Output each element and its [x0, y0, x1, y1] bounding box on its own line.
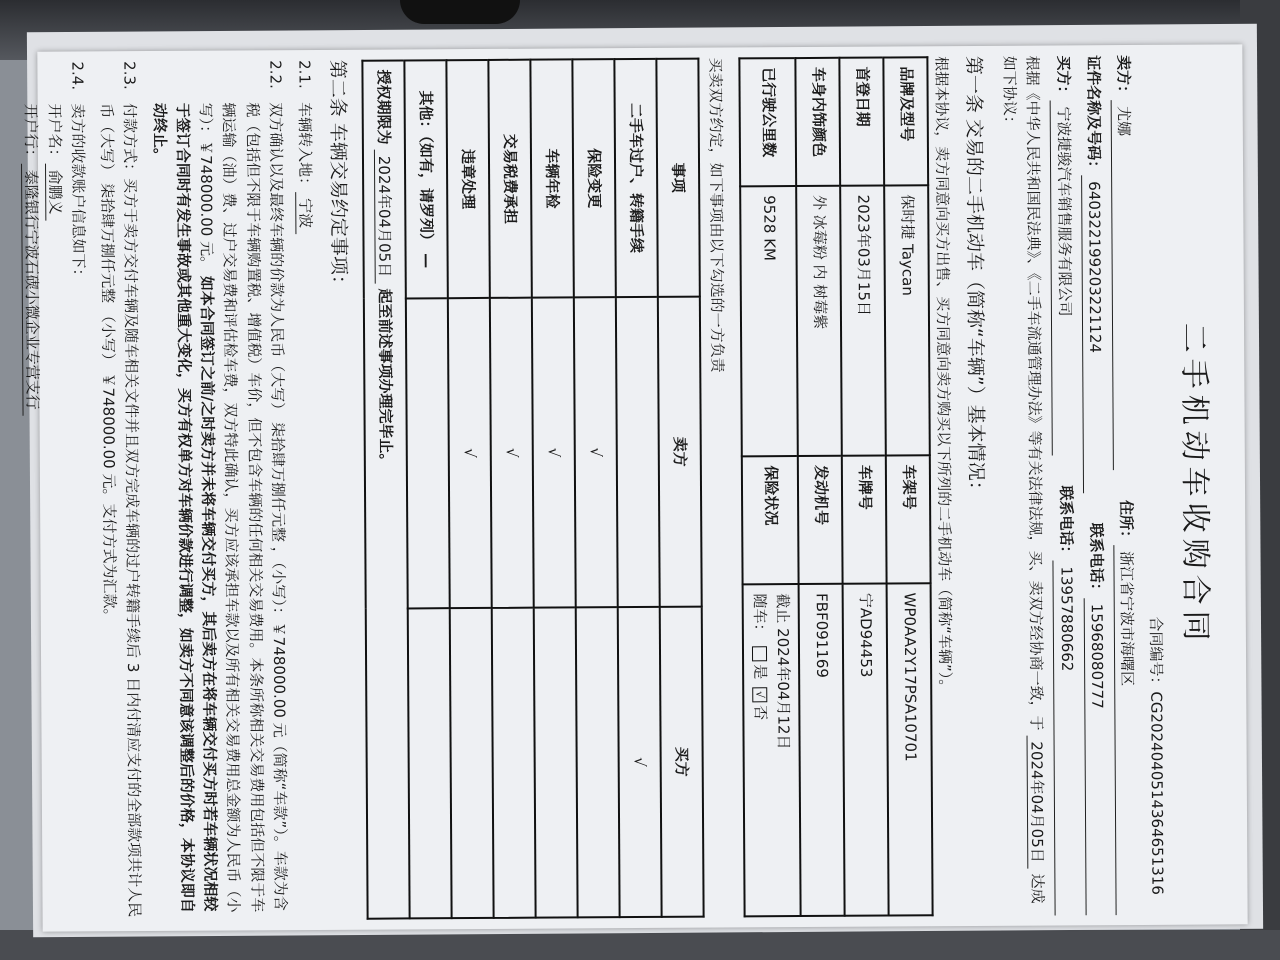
- spec-value: 2023年03月15日: [840, 186, 886, 456]
- clause-2-1: [292, 60, 321, 920]
- yes-label: 是: [751, 664, 770, 680]
- duty-seller-check: √: [531, 297, 575, 607]
- spec-key: 保险状况: [742, 456, 799, 584]
- seller-id-label: 证件名称及号码：: [1084, 55, 1104, 176]
- spec-row: [739, 58, 801, 916]
- legal-basis-text: 根据《中华人民共和国民法典》、《二手车流通管理办法》等有关法律法规，买、卖双方经协商一致，于: [1023, 55, 1046, 731]
- insurance-follow-label: 随车：: [750, 593, 769, 639]
- spec-key: 车身内饰颜色: [796, 58, 841, 186]
- account-bank-row: [19, 104, 47, 922]
- spec-value: 宁AD94453: [843, 584, 889, 916]
- duty-buyer-check: [407, 608, 451, 918]
- duty-row: [614, 59, 661, 917]
- duty-item: 交易税费承担: [488, 60, 531, 298]
- clause-2-4: [19, 61, 94, 921]
- spec-key: 品牌及型号: [884, 57, 929, 185]
- buyer-name: 宁波捷骏汽车销售服务有限公司: [1050, 100, 1076, 455]
- seller-id: 640322199203221124: [1081, 175, 1107, 493]
- clause-2-2: [147, 60, 292, 921]
- legal-basis-end: 达成如下协议：: [1000, 55, 1048, 904]
- spec-key: 发动机号: [798, 456, 843, 584]
- clause-number: 2.1.: [295, 60, 314, 89]
- article-2-heading: 第二条 车辆交易约定事项：: [325, 59, 350, 294]
- seller-address: 浙江省宁波市海曙区: [1113, 545, 1140, 915]
- checkbox-no[interactable]: √: [752, 687, 767, 702]
- seller-address-label: 住所：: [1117, 499, 1136, 546]
- destination-label: 车辆转入地：: [295, 102, 315, 193]
- duty-seller-check: [615, 297, 659, 607]
- duty-row: [572, 59, 619, 917]
- duty-header: 买方: [659, 607, 703, 917]
- seller-row: [1110, 55, 1140, 915]
- duty-buyer-check: [533, 607, 577, 917]
- spec-key: 已行驶公里数: [739, 58, 796, 186]
- spec-row: [884, 57, 933, 915]
- duty-row: [488, 60, 535, 918]
- auth-tail: 起至前述事项办理完毕止。: [375, 288, 396, 469]
- duty-seller-check: [405, 298, 449, 608]
- duty-header: 卖方: [657, 297, 701, 607]
- price-terms: 双方确认以及最终车辆的价款为人民币（大写） 柒拾肆万捌仟元整 ，（小写）：￥748000.00 元（简称“车款”）。车款为含税（包括但不限于车辆购置税、增值税）车价，但不包含车辆的任何相关交易费用。本条所称相关交易费用包括但不限于车辆运输（油）费、过户交易费和评估检车费，双方特此确认，买方应该承担车款以及所有相关交易费用总金额为人民币（小写）：￥748000.00 元。: [196, 102, 290, 913]
- clause-number: 2.3.: [120, 61, 139, 90]
- contract-sheet: [22, 44, 1247, 931]
- article-1-heading: 第一条 交易的二手机动车（简称“车辆”）基本情况：: [962, 55, 988, 500]
- duty-item: 保险变更: [572, 59, 615, 297]
- duty-buyer-check: √: [617, 607, 661, 917]
- clause-2-3: [94, 61, 146, 921]
- clause-number: 2.2.: [266, 60, 285, 89]
- seller-label: 卖方：: [1114, 54, 1133, 101]
- other-label: 其他：（如有，请罗列）: [416, 90, 436, 249]
- legal-basis: [997, 56, 1049, 916]
- account-intro: 卖方的收款账户信息如下：: [68, 103, 88, 284]
- clause-text: [293, 102, 321, 920]
- duty-item: 违章处理: [446, 60, 489, 298]
- duty-header-row: [656, 59, 703, 917]
- duty-table: [361, 58, 704, 920]
- duty-buyer-check: [575, 607, 619, 917]
- authorization-row: [362, 60, 409, 918]
- seller-id-row: [1080, 55, 1110, 915]
- clause-number: 2.4.: [68, 61, 87, 91]
- duty-item: 二手车过户、转籍手续: [614, 59, 657, 297]
- duty-seller-check: √: [489, 298, 533, 608]
- spec-row: [796, 58, 845, 916]
- buyer-phone: 13957880662: [1053, 560, 1079, 915]
- duty-seller-check: √: [447, 298, 491, 608]
- clause-text: [147, 102, 291, 921]
- duty-note: 买卖双方约定，如下事项由以下勾选的一方负责: [706, 57, 727, 373]
- contract-title: 二手机动车收购合同: [1176, 322, 1213, 647]
- vehicle-spec-table: [738, 56, 934, 917]
- desk-object: [400, 0, 520, 24]
- duty-item: 车辆年检: [530, 59, 573, 297]
- spec-key: 车牌号: [842, 456, 887, 584]
- destination-value: 宁波: [295, 192, 314, 234]
- insurance-cell: [742, 584, 801, 916]
- contract-number: 合同编号：CG2024040514364651316: [1147, 616, 1167, 895]
- price-adjustment-terms: 如本合同签订之前/之时卖方并未将车辆交付买方，其后卖方在将车辆交付买方时若车辆状况相较于签订合同时有发生事故或其他重大变化，买方有权单方对车辆价款进行调整，如卖方不同意该调整后的价格，本协议即自动终止。: [150, 102, 220, 913]
- spec-row: [840, 58, 889, 916]
- agreement-date: 2024年04月05日: [1027, 735, 1047, 868]
- spec-value: WP0AA2Y17PSA10701: [887, 583, 933, 915]
- seller-phone: 15968080777: [1083, 598, 1109, 916]
- buyer-row: [1050, 55, 1080, 915]
- auth-date: 2024年04月05日: [374, 150, 394, 283]
- duty-row: [530, 59, 577, 917]
- insurance-expiry: 截止 2024年04月12日: [773, 593, 793, 750]
- buyer-phone-label: 联系电话：: [1056, 485, 1076, 561]
- payment-terms: 付款方式：买方于卖方交付车辆及随车相关文件并且双方完成车辆的过户转籍手续后 3 日内付清应支付的全部款项共计人民币（大写） 柒拾肆万捌仟元整 （小写） ￥748000.00 元。支付方式为汇款。: [97, 103, 144, 918]
- spec-value: 外 冰莓粉 内 树莓紫: [796, 186, 842, 456]
- holder-label: 开户名：: [45, 103, 64, 164]
- insurance-follow-row: [747, 593, 772, 907]
- authorization-cell: [362, 60, 409, 918]
- auth-label: 授权期限为: [374, 69, 394, 145]
- account-holder: 俞鹏义: [45, 164, 64, 221]
- checkbox-yes[interactable]: [752, 646, 767, 661]
- duty-row: [446, 60, 493, 918]
- clause-text: [19, 103, 94, 921]
- seller-phone-label: 联系电话：: [1087, 522, 1106, 598]
- bank-label: 开户行：: [22, 103, 41, 164]
- spec-value: 9528 KM: [740, 186, 798, 457]
- contract-page: [22, 44, 1247, 931]
- duty-buyer-check: [491, 608, 535, 918]
- duty-header: 事项: [656, 59, 699, 297]
- seller-name: 尤娜: [1111, 100, 1138, 470]
- duty-seller-check: √: [573, 297, 617, 607]
- spec-value: FBF091169: [799, 584, 845, 916]
- spec-value: 保时捷 Taycan: [884, 185, 930, 455]
- spec-key: 首登日期: [840, 58, 885, 186]
- duty-row: [404, 60, 451, 918]
- buyer-label: 买方：: [1054, 55, 1073, 101]
- no-label: 否: [751, 705, 770, 721]
- article-1-intro: 根据本协议，卖方同意向买方出售、买方同意向卖方购买以下所列的二手机动车（简称“车辆”）。: [931, 56, 954, 695]
- duty-item-other: [404, 60, 447, 298]
- account-bank: 泰隆银行宁波石碶小微企业专营支行: [21, 164, 42, 416]
- spec-key: 车架号: [886, 455, 931, 583]
- duty-buyer-check: [449, 608, 493, 918]
- other-value: —: [417, 253, 436, 269]
